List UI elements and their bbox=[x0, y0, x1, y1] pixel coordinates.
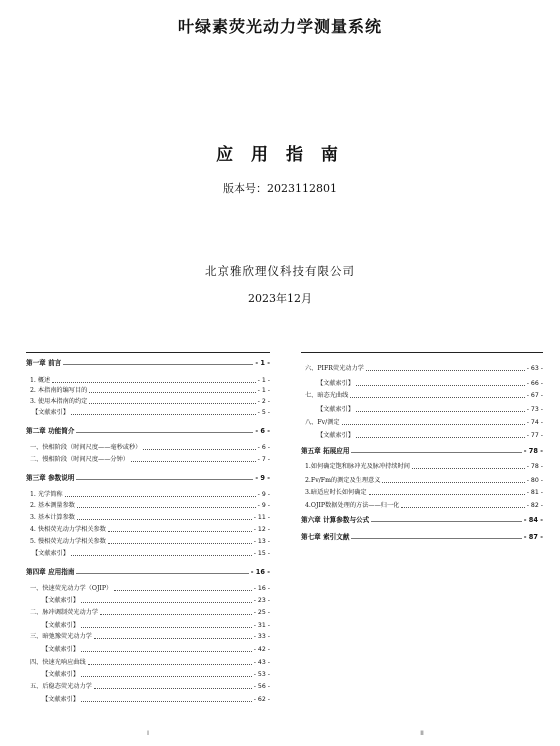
toc-leader-dots bbox=[371, 520, 522, 522]
toc-leader-dots bbox=[94, 637, 252, 639]
toc-entry-page: - 9 - bbox=[257, 491, 270, 498]
toc-entry-page: - 80 - bbox=[526, 477, 543, 484]
document-title: 叶绿素荧光动力学测量系统 bbox=[177, 17, 382, 36]
toc-leader-dots bbox=[114, 589, 251, 591]
toc-section-entry[interactable] bbox=[26, 440, 270, 452]
toc-entry-page: - 42 - bbox=[253, 646, 270, 653]
toc-entry-label: 【文献索引】 bbox=[42, 696, 80, 703]
toc-entry-label: 一、快相阶段（时间尺度——毫秒或秒） bbox=[30, 444, 142, 451]
toc-section-entry[interactable] bbox=[301, 415, 543, 427]
version-label: 版本号：2023112801 bbox=[223, 182, 337, 195]
toc-entry-label: 四、快速光响应曲线 bbox=[30, 659, 86, 666]
toc-entry-label: 第四章 应用指南 bbox=[26, 568, 75, 576]
toc-reference-entry[interactable] bbox=[26, 593, 270, 605]
toc-leader-dots bbox=[366, 369, 525, 371]
toc-reference-entry[interactable] bbox=[26, 692, 270, 704]
toc-entry-label: 2. 本指南的编写目的 bbox=[30, 387, 88, 394]
toc-chapter-entry[interactable] bbox=[301, 529, 543, 541]
toc-entry-page: - 1 - bbox=[257, 387, 270, 394]
toc-entry-page: - 16 - bbox=[253, 585, 270, 592]
toc-entry-label: 【文献索引】 bbox=[317, 432, 355, 439]
toc-section-entry[interactable] bbox=[26, 522, 270, 534]
toc-section-entry[interactable] bbox=[301, 473, 543, 485]
toc-leader-dots bbox=[401, 506, 524, 508]
toc-entry-page: - 62 - bbox=[253, 696, 270, 703]
toc-entry-page: - 1 - bbox=[257, 377, 270, 384]
toc-leader-dots bbox=[356, 384, 525, 386]
toc-entry-page: - 87 - bbox=[523, 533, 543, 541]
toc-entry-page: - 9 - bbox=[257, 502, 270, 509]
toc-leader-dots bbox=[100, 613, 252, 615]
toc-entry-label: 4.OJIP数据处理的方法——归一化 bbox=[305, 502, 400, 509]
toc-entry-label: 第五章 拓展应用 bbox=[301, 447, 350, 455]
toc-leader-dots bbox=[94, 687, 252, 689]
toc-entry-label: 【文献索引】 bbox=[42, 597, 80, 604]
toc-leader-dots bbox=[382, 481, 524, 483]
toc-leader-dots bbox=[71, 413, 256, 415]
toc-reference-entry[interactable] bbox=[26, 546, 270, 558]
toc-entry-page: - 84 - bbox=[523, 516, 543, 524]
toc-entry-page: - 12 - bbox=[253, 526, 270, 533]
toc-section-entry[interactable] bbox=[26, 605, 270, 617]
toc-entry-page: - 9 - bbox=[255, 474, 270, 482]
toc-entry-page: - 77 - bbox=[526, 432, 543, 439]
toc-leader-dots bbox=[350, 396, 524, 398]
toc-entry-page: - 63 - bbox=[526, 365, 543, 372]
toc-leader-dots bbox=[76, 572, 248, 574]
toc-entry-label: 3. 使用本指南的约定 bbox=[30, 398, 88, 405]
toc-leader-dots bbox=[76, 431, 253, 433]
toc-page-right bbox=[301, 352, 543, 737]
toc-leader-dots bbox=[81, 601, 252, 603]
toc-entry-page: - 15 - bbox=[253, 550, 270, 557]
toc-leader-dots bbox=[89, 391, 255, 393]
toc-entry-label: 第二章 功能简介 bbox=[26, 427, 75, 435]
toc-page-left bbox=[26, 352, 270, 737]
toc-entry-label: 3. 基本计算参数 bbox=[30, 514, 75, 521]
toc-entry-page: - 74 - bbox=[526, 419, 543, 426]
toc-chapter-entry[interactable] bbox=[26, 423, 270, 435]
page-number-left: I bbox=[147, 730, 149, 737]
toc-chapter-entry[interactable] bbox=[26, 355, 270, 367]
toc-section-entry[interactable] bbox=[26, 452, 270, 464]
toc-chapter-entry[interactable] bbox=[26, 470, 270, 482]
document-subtitle: 应 用 指 南 bbox=[216, 145, 344, 165]
toc-entry-label: 4. 快相荧光动力学相关参数 bbox=[30, 526, 106, 533]
toc-entry-label: 【文献索引】 bbox=[32, 550, 70, 557]
toc-section-entry[interactable] bbox=[26, 498, 270, 510]
toc-entry-label: 三、暗弛豫荧光动力学 bbox=[30, 633, 92, 640]
toc-entry-page: - 6 - bbox=[257, 444, 270, 451]
toc-section-entry[interactable] bbox=[26, 679, 270, 691]
toc-reference-entry[interactable] bbox=[26, 667, 270, 679]
toc-entry-label: 3.暗适应时长如何确定 bbox=[305, 489, 367, 496]
toc-leader-dots bbox=[108, 530, 252, 532]
toc-section-entry[interactable] bbox=[26, 581, 270, 593]
toc-section-entry[interactable] bbox=[26, 629, 270, 641]
toc-entry-label: 1. 概述 bbox=[30, 377, 51, 384]
toc-entry-label: 2.Fv/Fm的测定及生理意义 bbox=[305, 477, 381, 484]
toc-leader-dots bbox=[88, 663, 252, 665]
toc-leader-dots bbox=[63, 363, 253, 365]
toc-entry-page: - 33 - bbox=[253, 633, 270, 640]
toc-entry-page: - 16 - bbox=[250, 568, 270, 576]
toc-entry-label: 第七章 索引文献 bbox=[301, 533, 350, 541]
toc-entry-page: - 23 - bbox=[253, 597, 270, 604]
toc-entry-page: - 66 - bbox=[526, 380, 543, 387]
toc-entry-page: - 6 - bbox=[255, 427, 270, 435]
toc-leader-dots bbox=[108, 542, 252, 544]
toc-entry-label: 1. 光学简称 bbox=[30, 491, 63, 498]
toc-leader-dots bbox=[76, 478, 253, 480]
toc-entry-page: - 43 - bbox=[253, 659, 270, 666]
toc-leader-dots bbox=[131, 460, 256, 462]
toc-entry-label: 【文献索引】 bbox=[317, 380, 355, 387]
toc-leader-dots bbox=[351, 537, 521, 539]
toc-entry-label: 【文献索引】 bbox=[317, 406, 355, 413]
toc-reference-entry[interactable] bbox=[301, 376, 543, 388]
toc-section-entry[interactable] bbox=[301, 498, 543, 510]
toc-leader-dots bbox=[71, 554, 252, 556]
toc-entry-label: 六、PIFR荧光动力学 bbox=[305, 365, 364, 372]
toc-chapter-entry[interactable] bbox=[301, 443, 543, 455]
toc-section-entry[interactable] bbox=[26, 534, 270, 546]
toc-entry-page: - 11 - bbox=[253, 514, 270, 521]
toc-leader-dots bbox=[81, 650, 252, 652]
toc-entry-page: - 53 - bbox=[253, 671, 270, 678]
toc-entry-page: - 2 - bbox=[257, 398, 270, 405]
toc-entry-page: - 67 - bbox=[526, 392, 543, 399]
toc-section-entry[interactable] bbox=[26, 510, 270, 522]
toc-entry-label: 【文献索引】 bbox=[42, 622, 80, 629]
toc-entry-label: 八、Fv/测定 bbox=[305, 419, 340, 426]
toc-entry-label: 第三章 参数说明 bbox=[26, 474, 75, 482]
toc-leader-dots bbox=[89, 402, 255, 404]
toc-entry-page: - 78 - bbox=[523, 447, 543, 455]
toc-entry-label: 第一章 前言 bbox=[26, 359, 62, 367]
toc-reference-entry[interactable] bbox=[301, 402, 543, 414]
toc-chapter-entry[interactable] bbox=[26, 564, 270, 576]
toc-leader-dots bbox=[81, 626, 252, 628]
toc-leader-dots bbox=[65, 495, 256, 497]
toc-entry-page: - 81 - bbox=[526, 489, 543, 496]
toc-entry-page: - 13 - bbox=[253, 538, 270, 545]
toc-entry-label: 第六章 计算参数与公式 bbox=[301, 516, 370, 524]
cover-page bbox=[0, 0, 560, 320]
toc-leader-dots bbox=[351, 451, 521, 453]
toc-reference-entry[interactable] bbox=[26, 642, 270, 654]
toc-entry-page: - 7 - bbox=[257, 456, 270, 463]
toc-entry-page: - 73 - bbox=[526, 406, 543, 413]
toc-leader-dots bbox=[356, 410, 525, 412]
toc-chapter-entry[interactable] bbox=[301, 512, 543, 524]
toc-leader-dots bbox=[77, 506, 256, 508]
toc-entry-label: 一、快速荧光动力学（OJIP） bbox=[30, 585, 113, 592]
toc-reference-entry[interactable] bbox=[26, 405, 270, 417]
toc-leader-dots bbox=[412, 467, 525, 469]
page-number-right: II bbox=[420, 730, 424, 737]
toc-entry-page: - 82 - bbox=[526, 502, 543, 509]
toc-entry-label: 1.如何确定饱和脉冲光及脉冲持续时间 bbox=[305, 463, 410, 470]
toc-section-entry[interactable] bbox=[301, 459, 543, 471]
toc-entry-page: - 56 - bbox=[253, 683, 270, 690]
toc-section-entry[interactable] bbox=[301, 388, 543, 400]
publish-date: 2023年12月 bbox=[248, 292, 312, 305]
toc-entry-page: - 31 - bbox=[253, 622, 270, 629]
toc-entry-label: 【文献索引】 bbox=[32, 409, 70, 416]
toc-entry-label: 5. 慢相荧光动力学相关参数 bbox=[30, 538, 106, 545]
toc-entry-page: - 78 - bbox=[526, 463, 543, 470]
toc-section-entry[interactable] bbox=[301, 485, 543, 497]
toc-entry-label: 【文献索引】 bbox=[42, 646, 80, 653]
toc-section-entry[interactable] bbox=[301, 361, 543, 373]
toc-leader-dots bbox=[77, 518, 252, 520]
toc-reference-entry[interactable] bbox=[301, 428, 543, 440]
toc-leader-dots bbox=[369, 493, 525, 495]
toc-entry-label: 【文献索引】 bbox=[42, 671, 80, 678]
toc-entry-label: 2. 基本测量参数 bbox=[30, 502, 75, 509]
toc-entry-page: - 1 - bbox=[255, 359, 270, 367]
toc-entry-label: 二、慢相阶段（时间尺度——分钟） bbox=[30, 456, 129, 463]
toc-leader-dots bbox=[342, 423, 525, 425]
company-name: 北京雅欣理仪科技有限公司 bbox=[205, 264, 355, 278]
toc-entry-page: - 5 - bbox=[257, 409, 270, 416]
toc-leader-dots bbox=[143, 448, 255, 450]
toc-entry-label: 五、后稳态荧光动力学 bbox=[30, 683, 92, 690]
toc-leader-dots bbox=[81, 700, 252, 702]
toc-entry-label: 二、脉冲调制荧光动力学 bbox=[30, 609, 99, 616]
toc-section-entry[interactable] bbox=[26, 655, 270, 667]
toc-entry-page: - 25 - bbox=[253, 609, 270, 616]
toc-entry-label: 七、暗态光曲线 bbox=[305, 392, 349, 399]
toc-leader-dots bbox=[81, 675, 252, 677]
toc-leader-dots bbox=[356, 436, 525, 438]
